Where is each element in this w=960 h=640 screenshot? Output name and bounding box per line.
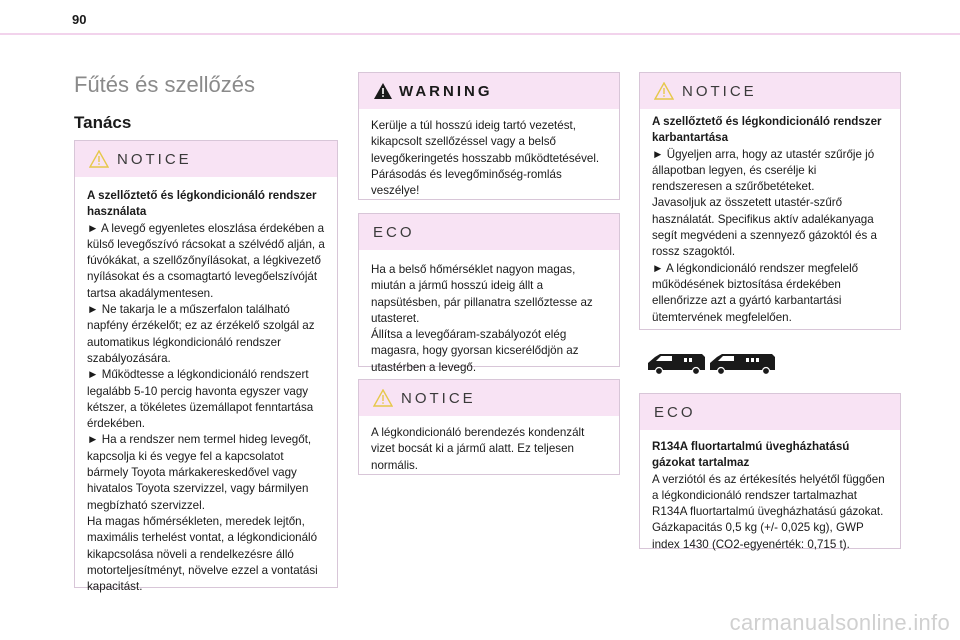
right-notice-header — [640, 73, 900, 109]
warning-triangle-icon — [654, 82, 674, 100]
left-notice-paragraph: ► A levegő egyenletes eloszlása érdekében a külső levegőszívó rácsokat a szélvédő alján, a fúvókákat, a szellőzőnyílásokat, a légkivezető nyílásokat és a csomagtartó levegőelszívóját tartsa akadálymentesen. — [87, 221, 325, 300]
left-notice-paragraph: ► Ha a rendszer nem termel hideg levegőt, kapcsolja ki és vegye fel a kapcsolatot bármely Toyota márkakereskedővel vagy hivatalos Toyota szervizzel, vagy bármilyen megbízható szervizzel. — [87, 433, 312, 512]
eco-right-text: A verziótól és az értékesítés helyétől függően a légkondicionáló rendszer tartalmazhat R134A fluortartalmú üvegházhatású gázokat. Gázkapacitás 0,5 kg (+/- 0,025 kg), GWP index 1430 (CO2-egyenérték: 0,715 t). — [652, 472, 885, 551]
right-notice-body — [640, 109, 900, 336]
left-notice-paragraph: ► Működtesse a légkondicionáló rendszert legalább 5-10 percig havonta egyszer vagy kétszer, a tökéletes üzemállapot fenntartása érdekében. — [87, 368, 314, 431]
middle-notice-text: A légkondicionáló berendezés kondenzált vizet bocsát ki a jármű alatt. Ez teljesen normális. — [371, 426, 585, 472]
right-notice-label: NOTICE — [682, 82, 757, 100]
watermark: carmanualsonline.info — [729, 610, 950, 635]
van-short-icon — [648, 354, 705, 375]
middle-notice-header — [359, 380, 619, 416]
left-notice-paragraph: Ha magas hőmérsékleten, meredek lejtőn, maximális terhelést vontat, a légkondicionáló kikapcsolása növeli a rendelkezésre álló motorteljesítményt, növelve ezzel a vontatási kapacitást. — [87, 514, 318, 594]
eco-middle-paragraph: Ha a belső hőmérséklet nagyon magas, miután a jármű hosszú ideig állt a napsütésben, pár pillanatra szellőztesse az utasteret. — [371, 263, 593, 325]
right-notice-box — [639, 72, 901, 330]
eco-middle-header — [359, 214, 619, 250]
eco-right-header — [640, 394, 900, 430]
right-notice-heading: A szellőztető és légkondicionáló rendszer karbantartása — [652, 115, 882, 145]
warning-header — [359, 73, 619, 109]
eco-right-heading: R134A fluortartalmú üvegházhatású gázokat tartalmaz — [652, 440, 850, 470]
warning-text: Kerülje a túl hosszú ideig tartó vezetést, kikapcsolt szellőzéssel vagy a belső levegőkeringetés hosszabb működtetésével. Párásodás és levegőminőség-romlás veszélye! — [371, 119, 600, 198]
subsection-title: Tanács — [74, 113, 132, 132]
left-notice-heading: A szellőztető és légkondicionáló rendszer használata — [87, 189, 317, 219]
left-notice-label: NOTICE — [117, 150, 192, 168]
eco-right-label: ECO — [654, 403, 696, 421]
middle-notice-label: NOTICE — [401, 389, 476, 407]
right-notice-paragraph: Javasoljuk az összetett utastér-szűrő használatát. Specifikus aktív adalékanyaga segít megvédeni a szennyező gázoktól és a rossz szagoktól. — [652, 196, 877, 259]
section-title: Fűtés és szellőzés — [74, 72, 255, 97]
left-notice-paragraph: ► Ne takarja le a műszerfalon található napfény érzékelőt; ez az érzékelő szolgál az automatikus légkondicionáló rendszer szabályozására. — [87, 303, 315, 365]
eco-right-body — [640, 430, 900, 563]
right-notice-paragraph: ► A légkondicionáló rendszer megfelelő működésének biztosítása érdekében ellenőrizze azt a gyártó karbantartási ütemtervének megfelelően. — [652, 261, 859, 324]
left-notice-body — [75, 177, 337, 605]
eco-middle-label: ECO — [373, 223, 415, 241]
left-notice-header — [75, 141, 337, 177]
warning-triangle-icon — [89, 150, 109, 168]
eco-middle-body — [359, 250, 619, 386]
right-notice-paragraph: ► Ügyeljen arra, hogy az utastér szűrője jó állapotban legyen, és cserélje ki rendszeresen a szűrőbetéteket. — [652, 147, 875, 194]
warning-box — [358, 72, 620, 200]
warning-body — [359, 109, 619, 209]
warning-triangle-icon — [373, 389, 393, 407]
page-number: 90 — [72, 12, 87, 27]
eco-middle-paragraph: Állítsa a levegőáram-szabályozót elég magasra, hogy gyorsan kicserélődjön az utastérben a levegő. — [371, 328, 579, 374]
vehicle-silhouettes-icon — [646, 350, 776, 376]
eco-box-middle — [358, 213, 620, 374]
middle-notice-box — [358, 379, 620, 475]
middle-notice-body — [359, 416, 619, 484]
left-notice-box — [74, 140, 338, 594]
warning-triangle-icon — [373, 82, 393, 100]
van-long-icon — [710, 354, 775, 375]
eco-box-right — [639, 393, 901, 549]
top-divider — [0, 33, 960, 35]
warning-label: WARNING — [399, 82, 493, 100]
